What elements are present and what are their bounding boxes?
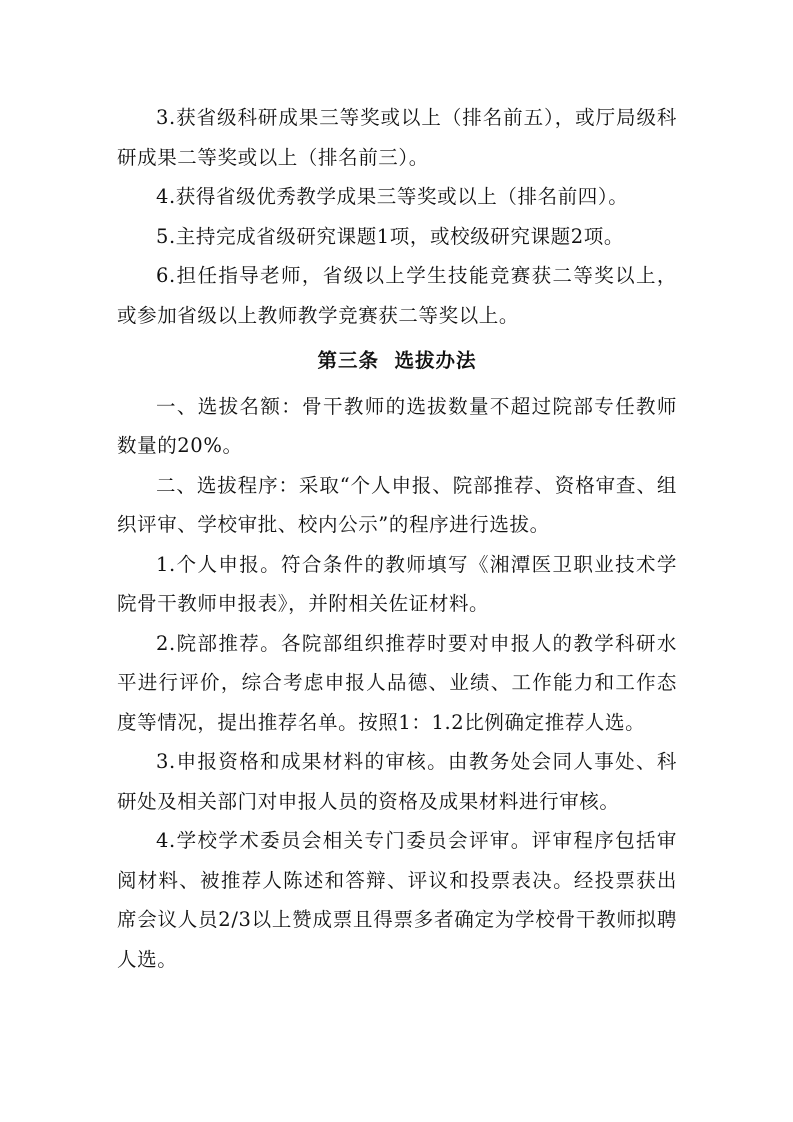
paragraph-personal-application: 1.个人申报。符合条件的教师填写《湘潭医卫职业技术学院骨干教师申报表》，并附相关佐证材料。 <box>117 552 677 615</box>
paragraph-award-teaching: 4.获得省级优秀教学成果三等奖或以上（排名前四）。 <box>156 185 629 208</box>
paragraph-committee-review: 4.学校学术委员会相关专门委员会评审。评审程序包括审阅材料、被推荐人陈述和答辩、评议和投票表决。经投票获出席会议人员2/3以上赞成票且得票多者确定为学校骨干教师拟聘人选。 <box>117 829 677 971</box>
section-heading: 第三条 选拔办法 <box>317 349 477 372</box>
paragraph-award-provincial-research: 3.获省级科研成果三等奖或以上（排名前五），或厅局级科研成果二等奖或以上（排名前三）。 <box>117 106 677 169</box>
paragraph-competition-advisor: 6.担任指导老师，省级以上学生技能竞赛获二等奖以上，或参加省级以上教师教学竞赛获二等奖以上。 <box>117 264 677 327</box>
paragraph-research-project: 5.主持完成省级研究课题1项，或校级研究课题2项。 <box>156 224 624 248</box>
paragraph-selection-procedure: 二、选拔程序：采取“个人申报、院部推荐、资格审查、组织评审、学校审批、校内公示”的程序进行选拔。 <box>117 473 677 536</box>
paragraph-selection-quota: 一、选拔名额：骨干教师的选拔数量不超过院部专任教师数量的20%。 <box>117 394 677 457</box>
paragraph-qualification-review: 3.申报资格和成果材料的审核。由教务处会同人事处、科研处及相关部门对申报人员的资格及成果材料进行审核。 <box>117 750 677 813</box>
document-body <box>117 98 677 979</box>
paragraph-department-recommendation: 2.院部推荐。各院部组织推荐时要对申报人的教学科研水平进行评价，综合考虑申报人品德、业绩、工作能力和工作态度等情况，提出推荐名单。按照1：1.2比例确定推荐人选。 <box>117 631 677 734</box>
